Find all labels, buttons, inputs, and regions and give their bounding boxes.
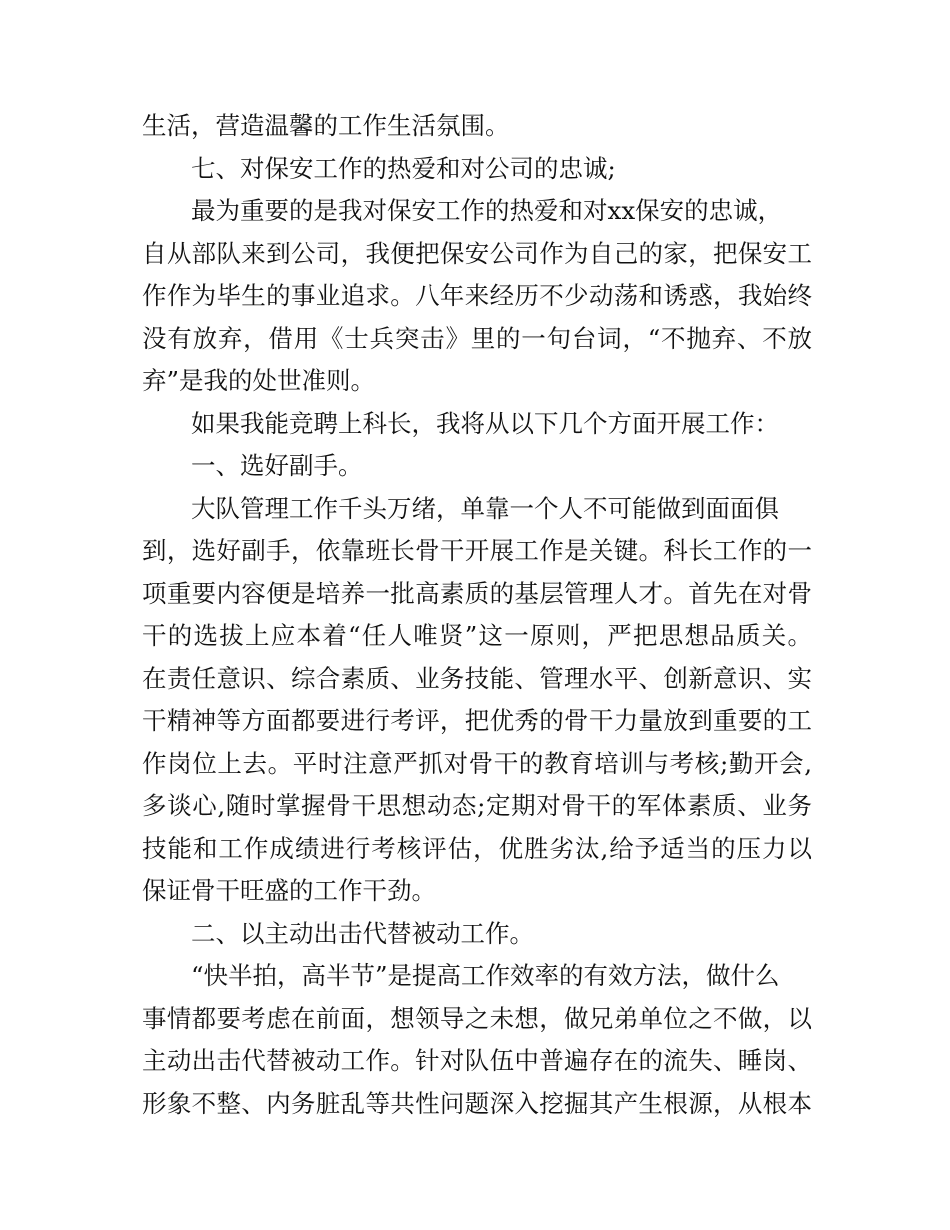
text-line: 自从部队来到公司，我便把保安公司作为自己的家，把保安工 — [142, 238, 812, 268]
text-line: 没有放弃，借用《士兵突击》里的一句台词，“不抛弃、不放 — [142, 323, 812, 353]
section-heading: 二、以主动出击代替被动工作。 — [191, 918, 534, 948]
text-line: 大队管理工作千头万绪，单靠一个人不可能做到面面俱 — [191, 493, 779, 523]
text-line: 主动出击代替被动工作。针对队伍中普遍存在的流失、睡岗、 — [142, 1046, 812, 1075]
text-line: 保证骨干旺盛的工作干劲。 — [142, 876, 436, 905]
text-line: 在责任意识、综合素质、业务技能、管理水平、创新意识、实 — [142, 663, 812, 693]
text-line: 事情都要考虑在前面，想领导之未想，做兄弟单位之不做，以 — [142, 1003, 812, 1033]
text-line: 七、对保安工作的热爱和对公司的忠诚; — [191, 153, 616, 183]
text-line: 技能和工作成绩进行考核评估，优胜劣汰,给予适当的压力以 — [142, 833, 812, 863]
text-line: 生活，营造温馨的工作生活氛围。 — [142, 111, 510, 140]
text-line: 作作为毕生的事业追求。八年来经历不少动荡和诱惑，我始终 — [142, 281, 812, 310]
text-line: 干精神等方面都要进行考评，把优秀的骨干力量放到重要的工 — [142, 706, 812, 735]
text-line: “快半拍，高半节”是提高工作效率的有效方法，做什么 — [191, 961, 780, 990]
document-body — [142, 105, 812, 1125]
text-line: 最为重要的是我对保安工作的热爱和对xx保安的忠诚， — [191, 196, 783, 225]
text-line: 弃”是我的处世准则。 — [142, 366, 376, 395]
text-line: 项重要内容便是培养一批高素质的基层管理人才。首先在对骨 — [142, 578, 812, 608]
section-heading: 一、选好副手。 — [191, 451, 363, 480]
text-line: 作岗位上去。平时注意严抓对骨干的教育培训与考核;勤开会, — [142, 748, 812, 778]
text-line: 到，选好副手，依靠班长骨干开展工作是关键。科长工作的一 — [142, 536, 812, 565]
text-line: 形象不整、内务脏乱等共性问题深入挖掘其产生根源，从根本 — [142, 1088, 812, 1118]
text-line: 干的选拔上应本着“任人唯贤”这一原则，严把思想品质关。 — [142, 621, 812, 650]
text-line: 如果我能竞聘上科长，我将从以下几个方面开展工作： — [191, 408, 779, 438]
text-line: 多谈心,随时掌握骨干思想动态;定期对骨干的军体素质、业务 — [142, 791, 812, 820]
